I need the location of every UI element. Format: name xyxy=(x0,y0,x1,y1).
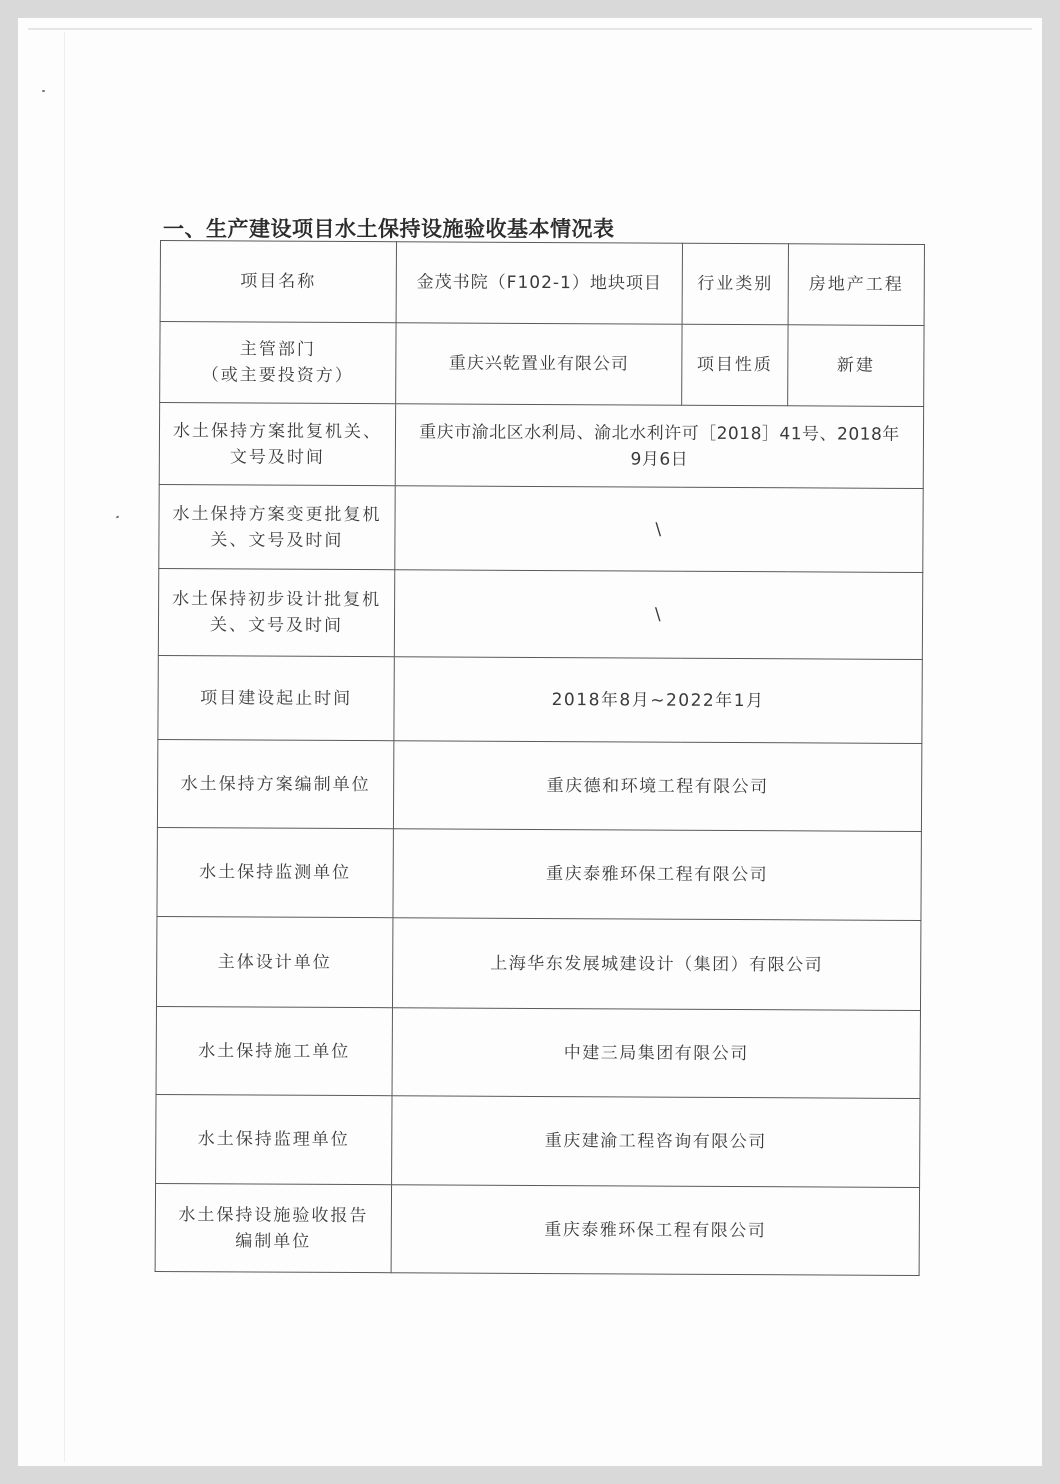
value-plan-change-approval: \ xyxy=(395,486,923,573)
acceptance-info-table xyxy=(155,240,925,1276)
label-line: 水土保持初步设计批复机 xyxy=(172,589,382,611)
table-row xyxy=(158,568,922,659)
label-project-name: 项目名称 xyxy=(160,241,396,323)
table-row xyxy=(156,916,920,1010)
table-row xyxy=(158,655,922,743)
table-row xyxy=(159,403,923,489)
document-page xyxy=(18,18,1042,1466)
value-line: 重庆市渝北区水利局、渝北水利许可［2018］41号、2018年 xyxy=(419,421,900,445)
table-row xyxy=(157,827,921,920)
label-line: 水土保持方案批复机关、 xyxy=(172,420,383,442)
label-line: 主管部门 xyxy=(239,339,316,360)
label-line: 水土保持设施验收报告 xyxy=(178,1204,369,1226)
value-plan-compiler: 重庆德和环境工程有限公司 xyxy=(393,741,921,832)
label-line: 文号及时间 xyxy=(229,446,325,468)
table-row xyxy=(156,1006,920,1098)
page-title: 一、生产建设项目水土保持设施验收基本情况表 xyxy=(163,217,615,241)
scan-edge-line xyxy=(28,28,1032,30)
value-preliminary-design-approval: \ xyxy=(394,570,922,660)
value-construction-period: 2018年8月~2022年1月 xyxy=(394,657,922,744)
value-report-compiler: 重庆泰雅环保工程有限公司 xyxy=(391,1185,919,1276)
label-plan-approval xyxy=(159,403,395,486)
table-row xyxy=(160,241,924,326)
label-plan-change-approval xyxy=(159,484,395,569)
label-competent-department xyxy=(160,322,396,404)
label-construction-period: 项目建设起止时间 xyxy=(158,655,394,740)
value-construction-unit: 中建三局集团有限公司 xyxy=(392,1008,920,1099)
label-project-nature: 项目性质 xyxy=(682,324,788,406)
table-row xyxy=(159,484,923,572)
label-main-design-unit: 主体设计单位 xyxy=(156,916,392,1007)
value-main-design-unit: 上海华东发展城建设计（集团）有限公司 xyxy=(392,918,920,1011)
scan-speck xyxy=(116,515,120,518)
value-project-nature: 新建 xyxy=(788,325,924,407)
label-industry-category: 行业类别 xyxy=(682,243,788,325)
scan-edge-line-vertical xyxy=(64,32,65,1462)
table-row xyxy=(155,1183,919,1275)
label-supervision-unit: 水土保持监理单位 xyxy=(156,1094,392,1184)
label-preliminary-design-approval xyxy=(158,568,394,656)
table-row xyxy=(157,739,921,831)
value-industry-category: 房地产工程 xyxy=(788,244,924,326)
scan-speck xyxy=(42,90,45,92)
label-line: 关、文号及时间 xyxy=(209,615,344,636)
label-line: （或主要投资方） xyxy=(201,365,354,387)
label-line: 关、文号及时间 xyxy=(210,529,344,551)
value-monitoring-unit: 重庆泰雅环保工程有限公司 xyxy=(393,829,921,921)
label-line: 水土保持方案变更批复机 xyxy=(172,503,382,525)
label-plan-compiler: 水土保持方案编制单位 xyxy=(157,739,393,828)
table-row xyxy=(156,1094,920,1187)
label-monitoring-unit: 水土保持监测单位 xyxy=(157,827,393,917)
value-line: 9月6日 xyxy=(630,448,689,470)
value-plan-approval xyxy=(395,404,923,489)
value-competent-department: 重庆兴乾置业有限公司 xyxy=(396,323,682,405)
table-row xyxy=(160,322,924,407)
value-supervision-unit: 重庆建渝工程咨询有限公司 xyxy=(392,1096,920,1188)
label-report-compiler xyxy=(155,1183,391,1272)
label-construction-unit: 水土保持施工单位 xyxy=(156,1006,392,1095)
value-project-name: 金茂书院（F102-1）地块项目 xyxy=(396,242,682,324)
label-line: 编制单位 xyxy=(235,1230,312,1252)
